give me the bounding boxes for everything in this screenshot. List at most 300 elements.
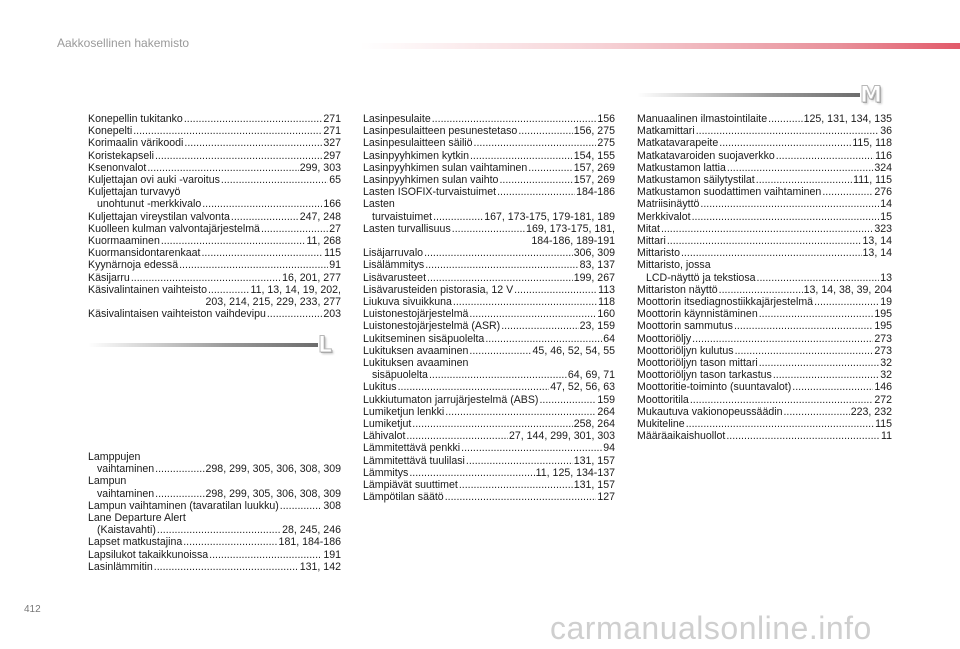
index-term: Liukuva sivuikkuna — [363, 296, 452, 309]
index-entry — [363, 381, 615, 393]
dot-leader — [453, 296, 597, 308]
index-page-refs: 64 — [603, 332, 615, 345]
index-page-refs: 23, 159 — [579, 320, 615, 333]
dot-leader — [427, 272, 573, 284]
index-entry — [88, 463, 341, 475]
index-page-refs: 169, 173-175, 181, — [526, 222, 615, 235]
index-term: Lisäjarruvalo — [363, 247, 424, 260]
index-term: Luistonestojärjestelmä — [363, 308, 469, 321]
section-divider-l — [88, 343, 318, 347]
index-page-refs: 323 — [874, 222, 892, 235]
index-entry — [88, 137, 341, 149]
index-page-refs: 156, 275 — [573, 125, 615, 138]
index-page-refs: 11, 268 — [306, 235, 341, 248]
index-term: Moottorin sammutus — [637, 320, 733, 333]
dot-leader — [518, 125, 572, 137]
index-entry — [88, 308, 341, 320]
index-term: Lämmitettävä penkki — [363, 442, 461, 455]
dot-leader — [681, 247, 862, 259]
dot-leader — [209, 549, 322, 561]
index-term: Käsivalintaisen vaihteiston vaihdevipu — [88, 308, 266, 321]
index-page-refs: 65 — [329, 174, 341, 187]
index-term: Lasinpyyhkimen kytkin — [363, 149, 469, 162]
index-heading: Lane Departure Alert — [88, 512, 186, 525]
index-entry — [88, 549, 341, 561]
dot-leader — [469, 308, 596, 320]
dot-leader — [202, 198, 322, 210]
index-entry — [363, 442, 615, 454]
index-entry — [637, 418, 892, 430]
dot-leader — [501, 320, 578, 332]
index-page-continuation: 184-186, 189-191 — [531, 235, 615, 248]
dot-leader — [667, 235, 862, 247]
index-entry — [637, 320, 892, 332]
index-term: Määräaikaishuollot — [637, 430, 726, 443]
dot-leader — [469, 345, 531, 357]
section-letter-m: M — [860, 83, 882, 108]
index-heading: Lamppujen — [88, 451, 141, 463]
index-page-refs: 94 — [603, 442, 615, 455]
index-column-l-continued — [363, 113, 615, 504]
index-entry — [637, 174, 892, 186]
index-page-refs: 159 — [597, 393, 615, 406]
index-page-refs: 271 — [323, 125, 341, 138]
index-page-refs: 111, 115 — [853, 174, 892, 187]
index-entry — [363, 333, 615, 345]
index-term: Moottorin käynnistäminen — [637, 308, 758, 321]
index-page-refs: 131, 142 — [299, 560, 341, 573]
index-entry — [637, 394, 892, 406]
dot-leader — [759, 357, 880, 369]
index-entry — [363, 137, 615, 149]
index-page-refs: 64, 69, 71 — [567, 369, 615, 382]
dot-leader — [452, 223, 525, 235]
index-entry — [637, 211, 892, 223]
dot-leader — [776, 150, 874, 162]
index-entry — [363, 174, 615, 186]
index-entry — [637, 247, 892, 259]
index-term: Manuaalinen ilmastointilaite — [637, 113, 768, 125]
index-term: Matkatavaroiden suojaverkko — [637, 149, 775, 162]
index-page-refs: 157, 269 — [573, 161, 615, 174]
index-page-refs: 273 — [874, 344, 892, 357]
index-term: Konepellin tukitanko — [88, 113, 183, 125]
index-entry — [88, 524, 341, 536]
index-page-refs: 19 — [880, 296, 892, 309]
index-term: Matkustamon lattia — [637, 161, 726, 174]
index-page-refs: 16, 201, 277 — [282, 271, 341, 284]
index-entry — [363, 211, 615, 223]
index-term: Lasten turvallisuus — [363, 222, 451, 235]
index-page-refs: 299, 303 — [299, 161, 341, 174]
index-entry — [363, 345, 615, 357]
index-page-refs: 127 — [597, 491, 615, 504]
index-entry — [363, 150, 615, 162]
index-term: Lasten ISOFIX-turvaistuimet — [363, 186, 497, 199]
index-column-l — [88, 451, 341, 573]
index-entry — [637, 198, 892, 210]
index-entry — [637, 406, 892, 418]
index-term: Lapset matkustajina — [88, 536, 183, 549]
index-term: Moottoritila — [637, 393, 689, 406]
index-term: vaihtaminen — [97, 487, 155, 500]
index-page-refs: 167, 173-175, 179-181, 189 — [484, 210, 615, 223]
index-term: Matkamittari — [637, 125, 695, 138]
dot-leader — [661, 223, 873, 235]
dot-leader — [686, 418, 874, 430]
index-page-refs: 47, 52, 56, 63 — [550, 381, 615, 394]
dot-leader — [528, 162, 572, 174]
dot-leader — [261, 223, 328, 235]
dot-leader — [412, 418, 572, 430]
dot-leader — [267, 308, 322, 320]
dot-leader — [155, 488, 204, 500]
index-entry — [637, 381, 892, 393]
index-term: Kuormaaminen — [88, 235, 160, 248]
dot-leader — [147, 162, 298, 174]
index-entry — [363, 320, 615, 332]
index-page-refs: 195 — [874, 320, 892, 333]
index-page-refs: 11, 13, 14, 19, 202, — [250, 283, 341, 296]
index-page-refs: 13, 14 — [862, 235, 892, 248]
index-entry — [363, 467, 615, 479]
index-term: Lumiketjun lenkki — [363, 405, 445, 418]
index-column-m — [637, 113, 892, 442]
index-term: Lukitseminen sisäpuolelta — [363, 332, 485, 345]
index-page-refs: 115 — [324, 247, 341, 260]
dot-leader — [184, 137, 322, 149]
index-page-refs: 115, 118 — [852, 137, 892, 150]
dot-leader — [814, 296, 879, 308]
index-heading: Kuljettajan turvavyö — [88, 186, 181, 199]
index-term: (Kaistavahti) — [97, 524, 156, 537]
index-page-refs: 297 — [323, 149, 341, 162]
index-term: Lämmitettävä tuulilasi — [363, 454, 465, 467]
dot-leader — [773, 369, 879, 381]
index-entry — [88, 259, 341, 271]
index-term: Luistonestojärjestelmä (ASR) — [363, 320, 501, 333]
index-entry — [88, 174, 341, 186]
dot-leader — [157, 524, 281, 536]
header-title: Aakkosellinen hakemisto — [57, 36, 190, 50]
index-entry — [88, 488, 341, 500]
dot-leader — [466, 455, 573, 467]
index-page-refs: 247, 248 — [299, 210, 341, 223]
index-entry — [363, 418, 615, 430]
watermark: carmanualsonline.info — [550, 610, 872, 646]
dot-leader — [133, 125, 322, 137]
index-term: Lukituksen avaaminen — [363, 344, 469, 357]
index-entry — [88, 198, 341, 210]
page-number: 412 — [24, 604, 41, 615]
index-entry — [363, 186, 615, 198]
dot-leader — [179, 259, 328, 271]
index-term: Moottoriöljyn tason mittari — [637, 357, 758, 370]
section-divider-m — [637, 93, 860, 97]
index-page-refs: 115 — [875, 418, 892, 431]
index-page-refs: 275 — [597, 137, 615, 150]
index-page-refs: 116 — [875, 149, 892, 162]
index-page-refs: 11, 125, 134-137 — [535, 466, 615, 479]
dot-leader — [154, 561, 299, 573]
index-page-refs: 36 — [880, 125, 892, 138]
dot-leader — [231, 211, 299, 223]
dot-leader — [719, 284, 803, 296]
index-term: Moottorin itsediagnostiikkajärjestelmä — [637, 296, 814, 309]
dot-leader — [514, 284, 597, 296]
dot-leader — [690, 394, 874, 406]
dot-leader — [768, 113, 802, 125]
dot-leader — [485, 333, 602, 345]
index-entry — [88, 223, 341, 235]
index-entry — [637, 345, 892, 357]
index-page-refs: 308 — [323, 499, 341, 512]
index-entry — [637, 137, 892, 149]
index-term: Ksenonvalot — [88, 161, 147, 174]
dot-leader — [539, 394, 596, 406]
index-page-refs: 324 — [874, 161, 892, 174]
index-page-refs: 91 — [329, 259, 341, 272]
index-page-refs: 131, 157 — [573, 479, 615, 492]
dot-leader — [155, 150, 322, 162]
index-entry — [363, 455, 615, 467]
index-term: Käsivalintainen vaihteisto — [88, 283, 207, 296]
dot-leader — [792, 381, 873, 393]
dot-leader — [756, 174, 852, 186]
index-term: Kuljettajan ovi auki -varoitus — [88, 174, 220, 187]
dot-leader — [424, 247, 573, 259]
index-entry — [637, 125, 892, 137]
index-entry — [637, 162, 892, 174]
index-term: Konepelti — [88, 125, 133, 138]
index-entry — [363, 162, 615, 174]
index-column-k — [88, 113, 341, 320]
index-page-refs: 191 — [323, 548, 341, 561]
index-term: Lämpiävät suuttimet — [363, 479, 458, 492]
index-term: Mukiteline — [637, 418, 685, 431]
index-term: Lasinpyyhkimen sulan vaihto — [363, 174, 499, 187]
index-heading: Mittaristo, jossa — [637, 259, 711, 272]
index-entry — [88, 113, 341, 125]
index-term: Lukkiutumaton jarrujärjestelmä (ABS) — [363, 393, 539, 406]
dot-leader — [759, 308, 874, 320]
index-page-refs: 258, 264 — [573, 418, 615, 431]
index-entry — [88, 247, 341, 259]
index-term: Moottoriöljyn tason tarkastus — [637, 369, 772, 382]
index-entry — [363, 125, 615, 137]
index-term: Matkustamon säilytystilat — [637, 174, 755, 187]
index-page-refs: 264 — [597, 405, 615, 418]
index-page-continuation: 203, 214, 215, 229, 233, 277 — [205, 296, 341, 309]
dot-leader — [425, 259, 578, 271]
dot-leader — [280, 500, 323, 512]
dot-leader — [131, 272, 281, 284]
index-term: Koristekapseli — [88, 149, 154, 162]
dot-leader — [183, 536, 277, 548]
index-entry — [363, 491, 615, 503]
index-page-refs: 131, 157 — [573, 454, 615, 467]
index-entry — [363, 223, 615, 235]
dot-leader — [692, 333, 873, 345]
index-entry — [637, 235, 892, 247]
index-term: Käsijarru — [88, 271, 130, 284]
index-page-refs: 327 — [323, 137, 341, 150]
index-term: Lämpötilan säätö — [363, 491, 444, 504]
dot-leader — [184, 113, 322, 125]
dot-leader — [221, 174, 328, 186]
index-page-refs: 14 — [880, 198, 892, 211]
dot-leader — [497, 186, 575, 198]
section-letter-l: L — [318, 333, 333, 358]
index-page-refs: 125, 131, 134, 135 — [803, 113, 892, 125]
index-page-refs: 271 — [323, 113, 341, 125]
index-entry — [637, 430, 892, 442]
index-entry — [88, 500, 341, 512]
index-entry — [88, 150, 341, 162]
index-entry — [88, 211, 341, 223]
index-page-refs: 223, 232 — [850, 405, 892, 418]
index-heading: Lampun — [88, 475, 127, 488]
index-page-refs: 32 — [880, 369, 892, 382]
index-entry — [637, 369, 892, 381]
index-term: Kyynärnoja edessä — [88, 259, 179, 272]
index-term: Mittaristo — [637, 247, 680, 260]
index-term: Mitat — [637, 222, 660, 235]
index-term: Moottoriöljy — [637, 332, 692, 345]
index-entry — [363, 259, 615, 271]
index-entry — [88, 125, 341, 137]
index-term: Matriisinäyttö — [637, 198, 700, 211]
dot-leader — [700, 198, 879, 210]
dot-leader — [696, 125, 880, 137]
dot-leader — [409, 467, 534, 479]
index-page-refs: 298, 299, 305, 306, 308, 309 — [205, 463, 341, 476]
index-page-refs: 160 — [597, 308, 615, 321]
dot-leader — [208, 284, 250, 296]
index-term: turvaistuimet — [372, 210, 433, 223]
index-page-refs: 32 — [880, 357, 892, 370]
index-page-refs: 15 — [880, 210, 892, 223]
index-page-refs: 181, 184-186 — [278, 536, 341, 549]
index-entry — [88, 162, 341, 174]
index-page-refs: 195 — [874, 308, 892, 321]
index-heading: Lasten — [363, 198, 395, 211]
index-page-refs: 28, 245, 246 — [282, 524, 341, 537]
index-entry — [637, 186, 892, 198]
dot-leader — [727, 162, 873, 174]
index-entry — [88, 235, 341, 247]
dot-leader — [155, 463, 204, 475]
dot-leader — [429, 369, 567, 381]
index-term: Mittari — [637, 235, 666, 248]
index-term: Matkatavarapeite — [637, 137, 719, 150]
index-entry — [363, 430, 615, 442]
dot-leader — [474, 137, 597, 149]
index-term: LCD-näyttö ja tekstiosa — [646, 271, 756, 284]
index-entry — [637, 333, 892, 345]
index-entry — [637, 223, 892, 235]
index-term: Lasinpesulaitteen pesunestetaso — [363, 125, 518, 138]
dot-leader — [499, 174, 572, 186]
index-term: Lampun vaihtaminen (tavaratilan luukku) — [88, 499, 279, 512]
index-page-refs: 306, 309 — [573, 247, 615, 260]
dot-leader — [822, 186, 873, 198]
index-page-refs: 203 — [323, 308, 341, 321]
index-term: Lämmitys — [363, 466, 409, 479]
index-term: Lasinpyyhkimen sulan vaihtaminen — [363, 161, 528, 174]
index-page-refs: 276 — [874, 186, 892, 199]
index-page-refs: 199, 267 — [573, 271, 615, 284]
dot-leader — [445, 406, 596, 418]
dot-leader — [735, 345, 874, 357]
dot-leader — [459, 479, 573, 491]
index-entry — [363, 284, 615, 296]
dot-leader — [398, 381, 550, 393]
dot-leader — [201, 247, 323, 259]
index-page-refs: 272 — [874, 393, 892, 406]
dot-leader — [470, 150, 573, 162]
index-term: Lumiketjut — [363, 418, 412, 431]
dot-leader — [406, 430, 508, 442]
index-term: sisäpuolelta — [372, 369, 428, 382]
index-entry — [637, 357, 892, 369]
index-entry — [363, 308, 615, 320]
index-term: Kuljettajan vireystilan valvonta — [88, 210, 230, 223]
index-term: Lasinpesulaitteen säiliö — [363, 137, 473, 150]
index-entry — [88, 272, 341, 284]
index-term: Lukitus — [363, 381, 397, 394]
index-page-refs: 45, 46, 52, 54, 55 — [532, 344, 615, 357]
index-term: Lähivalot — [363, 430, 406, 443]
index-term: Lasinlämmitin — [88, 560, 153, 573]
index-entry — [363, 394, 615, 406]
index-entry — [637, 272, 892, 284]
index-term: Moottoritie-toiminto (suuntavalot) — [637, 381, 792, 394]
index-page-refs: 13, 14, 38, 39, 204 — [803, 283, 892, 296]
index-page-refs: 184-186 — [576, 186, 615, 199]
index-entry — [363, 296, 615, 308]
index-term: Matkustamon suodattimen vaihtaminen — [637, 186, 822, 199]
dot-leader — [719, 137, 851, 149]
index-page-refs: 83, 137 — [579, 259, 615, 272]
index-entry — [637, 284, 892, 296]
index-page-refs: 13, 14 — [862, 247, 892, 260]
dot-leader — [432, 113, 597, 125]
index-entry — [363, 406, 615, 418]
index-term: unohtunut -merkkivalo — [97, 198, 202, 211]
index-page-refs: 298, 299, 305, 306, 308, 309 — [205, 487, 341, 500]
index-term: Lisävarusteet — [363, 271, 427, 284]
index-term: Lasinpesulaite — [363, 113, 431, 125]
index-term: Korimaalin värikoodi — [88, 137, 184, 150]
index-term: Kuormansidontarenkaat — [88, 247, 201, 260]
index-page-refs: 11 — [881, 430, 892, 443]
dot-leader — [461, 442, 602, 454]
index-term: Lapsilukot takaikkunoissa — [88, 548, 209, 561]
index-term: Moottoriöljyn kulutus — [637, 344, 734, 357]
dot-leader — [726, 430, 880, 442]
index-page-refs: 27, 144, 299, 301, 303 — [508, 430, 615, 443]
index-page-refs: 156 — [597, 113, 615, 125]
index-page-refs: 13 — [880, 271, 892, 284]
index-page-refs: 154, 155 — [573, 149, 615, 162]
index-entry — [363, 479, 615, 491]
index-term: Lisälämmitys — [363, 259, 425, 272]
dot-leader — [692, 211, 880, 223]
index-heading: Lukituksen avaaminen — [363, 357, 469, 370]
dot-leader — [783, 406, 849, 418]
index-entry — [88, 561, 341, 573]
